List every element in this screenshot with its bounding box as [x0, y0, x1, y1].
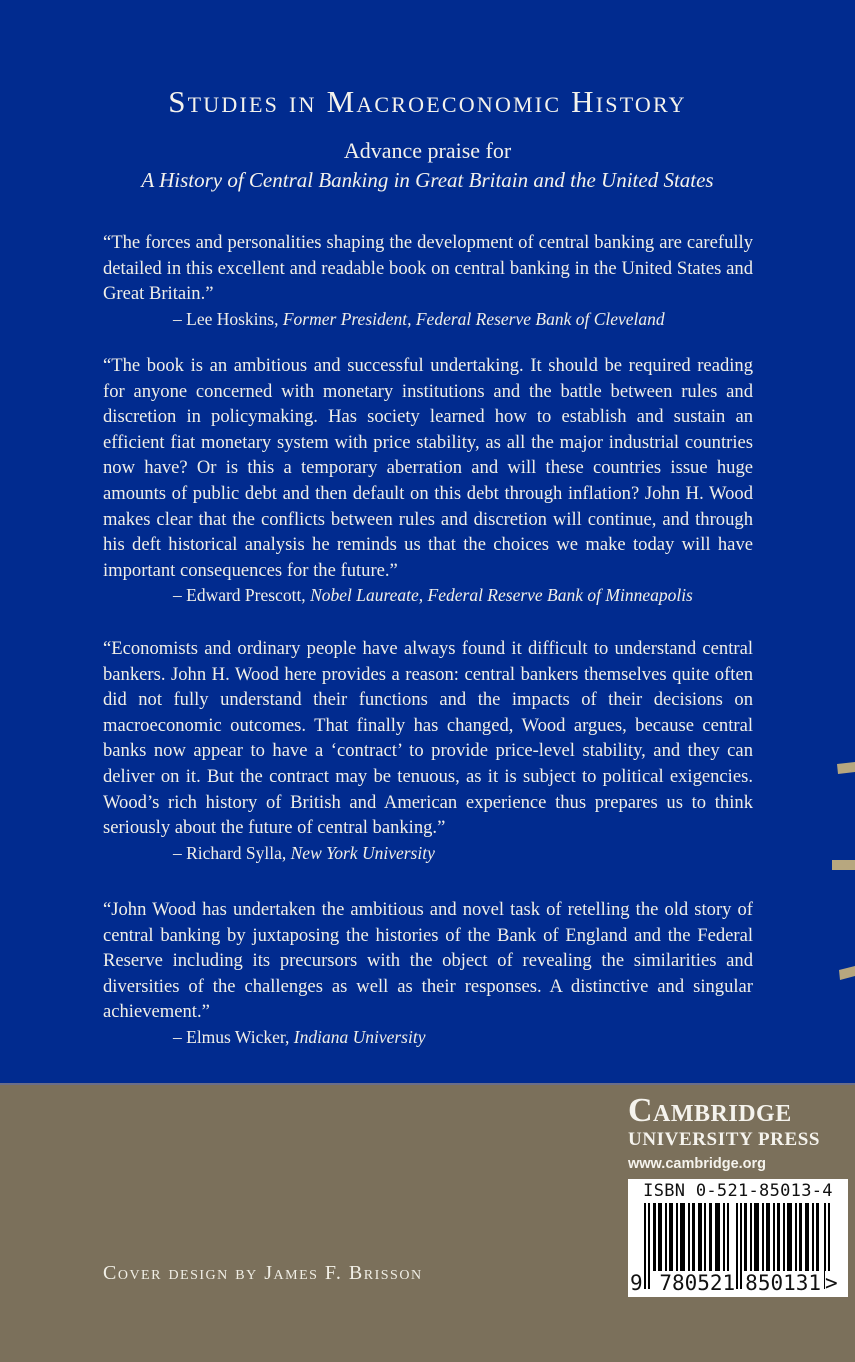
- publisher-subtitle: UNIVERSITY PRESS: [628, 1129, 821, 1150]
- quote-text: “Economists and ordinary people have always found it difficult to understand central bankers. John H. Wood here provides a reason: central bankers themselves quite often did not fully understand their functions and the impacts of their decisions on macroeconomic outcomes. That finally has changed, Wood argues, because central banks now appear to have a ‘contract’ to provide price-level stability, and they can deliver on it. But the contract may be tenuous, as it is subject to political exigencies. Wood’s rich history of British and American experience thus prepares us to think seriously about the future of central banking.”: [103, 638, 753, 839]
- series-title: Studies in Macroeconomic History: [168, 84, 687, 119]
- decorative-tick-marks-icon: [825, 760, 855, 990]
- quote-text: “John Wood has undertaken the ambitious and novel task of retelling the old story of central banking by juxtaposing the histories of the Bank of England and the Federal Reserve including its precursors with the object of revealing the similarities and diversities of the challenges as well as their responses. A distinctive and singular achievement.”: [103, 899, 753, 1023]
- quote-affiliation: Former President, Federal Reserve Bank of Cleveland: [282, 308, 665, 329]
- publisher-logo: [628, 1093, 850, 1175]
- quote-text: “The book is an ambitious and successful undertaking. It should be required reading for anyone concerned with monetary institutions and the battle between rules and discretion in policymaking. Has society learned how to establish and sustain an efficient fiat monetary system with price stability, as all the major industrial countries now have? Or is this a temporary aberration and will these countries issue huge amounts of public debt and then default on this debt through inflation? John H. Wood makes clear that the conflicts between rules and discretion will continue, and through his deft historical analysis he reminds us that the choices we make today will have important consequences for the future.”: [103, 355, 753, 581]
- quote-attribution: [103, 307, 753, 333]
- isbn-barcode: [628, 1179, 848, 1297]
- quote-attribution: [103, 841, 753, 867]
- quote-author: – Richard Sylla,: [173, 842, 291, 863]
- ean-end-mark: >: [825, 1271, 838, 1295]
- quote-prescott: [103, 353, 753, 609]
- quote-sylla: [103, 636, 753, 866]
- quote-affiliation: Indiana University: [293, 1026, 426, 1047]
- ean-lead-digit: 9: [630, 1271, 643, 1295]
- quote-attribution: [103, 1025, 753, 1051]
- ean-group2: 850131: [745, 1271, 822, 1295]
- ean-digits: [630, 1271, 846, 1295]
- quote-attribution: [103, 583, 753, 609]
- publisher-name: Cambridge: [628, 1092, 792, 1129]
- quote-author: – Edward Prescott,: [173, 585, 311, 606]
- quote-affiliation: Nobel Laureate, Federal Reserve Bank of Minneapolis: [310, 585, 693, 606]
- quote-affiliation: New York University: [290, 842, 435, 863]
- book-title: A History of Central Banking in Great Britain and the United States: [141, 168, 714, 192]
- publisher-url[interactable]: www.cambridge.org: [628, 1156, 767, 1172]
- isbn-label: ISBN 0-521-85013-4: [643, 1181, 833, 1201]
- quote-text: “The forces and personalities shaping the development of central banking are carefully detailed in this excellent and readable book on central banking in the United States and Great Britain.”: [103, 232, 753, 305]
- quote-hoskins: [103, 230, 753, 332]
- quote-author: – Elmus Wicker,: [173, 1026, 294, 1047]
- quote-wicker: [103, 897, 753, 1051]
- quote-author: – Lee Hoskins,: [173, 308, 283, 329]
- ean-group1: 780521: [659, 1271, 736, 1295]
- praise-heading: Advance praise for: [343, 138, 512, 163]
- cover-design-credit: Cover design by James F. Brisson: [103, 1262, 423, 1284]
